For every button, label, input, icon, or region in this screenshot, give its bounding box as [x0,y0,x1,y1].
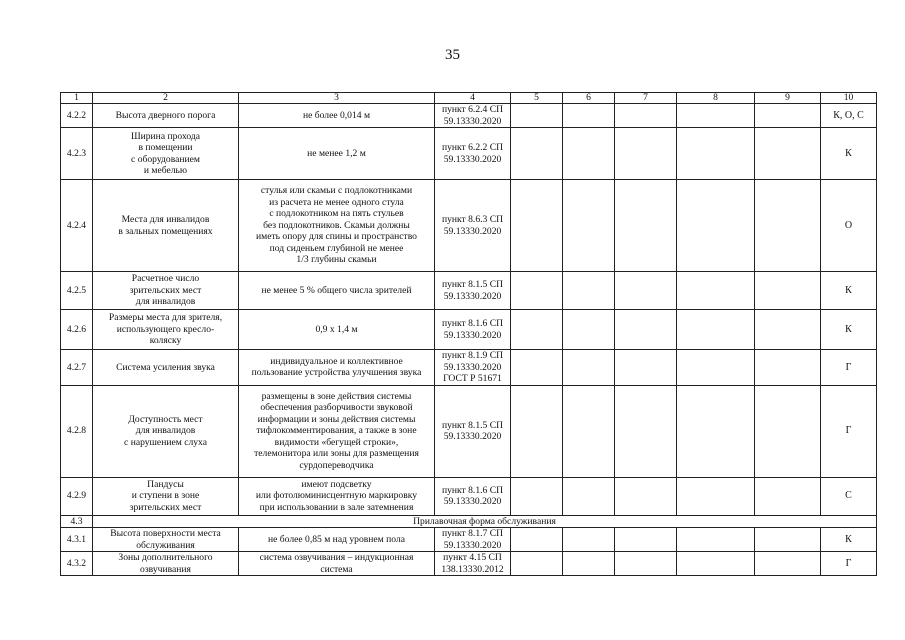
cell-empty [677,350,755,386]
table-row [61,180,877,272]
header-cell: 8 [677,93,755,104]
cell-empty [563,528,615,552]
cell-empty [677,180,755,272]
cell-name: Размеры места для зрителя, использующего кресло- коляску [93,310,239,350]
cell-ref: пункт 6.2.2 СП 59.13330.2020 [435,128,511,180]
cell-empty [755,528,821,552]
cell-empty [511,350,563,386]
cell-name: Ширина прохода в помещении с оборудованием и мебелью [93,128,239,180]
cell-empty [677,528,755,552]
requirements-table [60,92,877,576]
cell-empty [755,180,821,272]
cell-empty [615,180,677,272]
cell-ref: пункт 6.2.4 СП 59.13330.2020 [435,104,511,128]
cell-id: 4.3.2 [61,552,93,576]
cell-id: 4.2.4 [61,180,93,272]
header-row [61,93,877,104]
cell-empty [615,310,677,350]
header-cell: 10 [821,93,877,104]
cell-req: не более 0,014 м [239,104,435,128]
cell-code: К [821,528,877,552]
cell-code: Г [821,385,877,477]
cell-ref: пункт 8.1.5 СП 59.13330.2020 [435,272,511,310]
cell-empty [755,128,821,180]
header-cell: 3 [239,93,435,104]
cell-empty [511,104,563,128]
table-row [61,350,877,386]
cell-empty [615,528,677,552]
cell-empty [755,385,821,477]
cell-empty [755,272,821,310]
cell-empty [563,104,615,128]
cell-empty [563,477,615,515]
cell-code: С [821,477,877,515]
table-body [61,93,877,576]
section-title: Прилавочная форма обслуживания [93,515,877,528]
cell-id: 4.2.6 [61,310,93,350]
cell-ref: пункт 8.1.5 СП 59.13330.2020 [435,385,511,477]
cell-req: не более 0,85 м над уровнем пола [239,528,435,552]
cell-empty [511,180,563,272]
page-number: 35 [445,47,460,63]
cell-empty [563,310,615,350]
cell-code: О [821,180,877,272]
cell-empty [677,128,755,180]
cell-empty [615,272,677,310]
cell-req: размещены в зоне действия системы обеспечения разборчивости звуковой информации и зоны действия системы тифлокомментирования, а также в зоне видимости «бегущей строки», телемонитора или зоны для размещения сурдопереводчика [239,385,435,477]
table-row [61,104,877,128]
table-row [61,310,877,350]
cell-empty [563,128,615,180]
cell-empty [755,477,821,515]
cell-ref: пункт 8.1.7 СП 59.13330.2020 [435,528,511,552]
cell-empty [563,350,615,386]
cell-empty [615,104,677,128]
table-row [61,385,877,477]
section-id: 4.3 [61,515,93,528]
cell-empty [615,128,677,180]
cell-ref: пункт 4.15 СП 138.13330.2012 [435,552,511,576]
cell-empty [563,385,615,477]
table-row [61,528,877,552]
cell-empty [677,385,755,477]
cell-code: К [821,272,877,310]
cell-empty [563,272,615,310]
cell-req: имеют подсветку или фотолюминисцентную маркировку при использовании в зале затемнения [239,477,435,515]
cell-req: не менее 5 % общего числа зрителей [239,272,435,310]
table-row [61,552,877,576]
cell-name: Высота дверного порога [93,104,239,128]
cell-id: 4.2.8 [61,385,93,477]
cell-id: 4.2.9 [61,477,93,515]
cell-req: не менее 1,2 м [239,128,435,180]
cell-empty [755,552,821,576]
cell-empty [755,310,821,350]
cell-id: 4.3.1 [61,528,93,552]
table-row [61,128,877,180]
cell-empty [677,310,755,350]
cell-code: К, О, С [821,104,877,128]
cell-empty [511,128,563,180]
table-row [61,272,877,310]
header-cell: 2 [93,93,239,104]
cell-name: Зоны дополнительного озвучивания [93,552,239,576]
cell-empty [755,350,821,386]
cell-name: Доступность мест для инвалидов с нарушением слуха [93,385,239,477]
cell-empty [563,552,615,576]
cell-name: Расчетное число зрительских мест для инвалидов [93,272,239,310]
cell-empty [677,104,755,128]
cell-name: Пандусы и ступени в зоне зрительских мест [93,477,239,515]
header-cell: 9 [755,93,821,104]
cell-ref: пункт 8.1.6 СП 59.13330.2020 [435,477,511,515]
cell-id: 4.2.5 [61,272,93,310]
cell-empty [615,552,677,576]
cell-code: Г [821,350,877,386]
cell-empty [511,528,563,552]
cell-req: стулья или скамьи с подлокотниками из расчета не менее одного стула с подлокотником на пять стульев без подлокотников. Скамьи должны иметь опору для спины и пространство под сиденьем глубиной не менее 1/3 глубины скамьи [239,180,435,272]
cell-empty [615,385,677,477]
cell-empty [511,552,563,576]
header-cell: 4 [435,93,511,104]
header-cell: 6 [563,93,615,104]
cell-code: Г [821,552,877,576]
cell-name: Система усиления звука [93,350,239,386]
cell-empty [615,477,677,515]
cell-id: 4.2.3 [61,128,93,180]
cell-req: система озвучивания – индукционная система [239,552,435,576]
cell-empty [677,552,755,576]
cell-id: 4.2.2 [61,104,93,128]
table-row [61,477,877,515]
header-cell: 1 [61,93,93,104]
cell-empty [563,180,615,272]
header-cell: 5 [511,93,563,104]
cell-req: индивидуальное и коллективное пользование устройства улучшения звука [239,350,435,386]
cell-name: Места для инвалидов в зальных помещениях [93,180,239,272]
header-cell: 7 [615,93,677,104]
cell-ref: пункт 8.1.9 СП 59.13330.2020 ГОСТ Р 51671 [435,350,511,386]
cell-code: К [821,128,877,180]
section-row [61,515,877,528]
cell-empty [677,272,755,310]
cell-empty [755,104,821,128]
cell-empty [677,477,755,515]
cell-empty [511,310,563,350]
cell-empty [511,477,563,515]
cell-empty [511,272,563,310]
cell-id: 4.2.7 [61,350,93,386]
cell-name: Высота поверхности места обслуживания [93,528,239,552]
cell-ref: пункт 8.1.6 СП 59.13330.2020 [435,310,511,350]
cell-req: 0,9 х 1,4 м [239,310,435,350]
cell-code: К [821,310,877,350]
cell-empty [511,385,563,477]
cell-empty [615,350,677,386]
cell-ref: пункт 8.6.3 СП 59.13330.2020 [435,180,511,272]
